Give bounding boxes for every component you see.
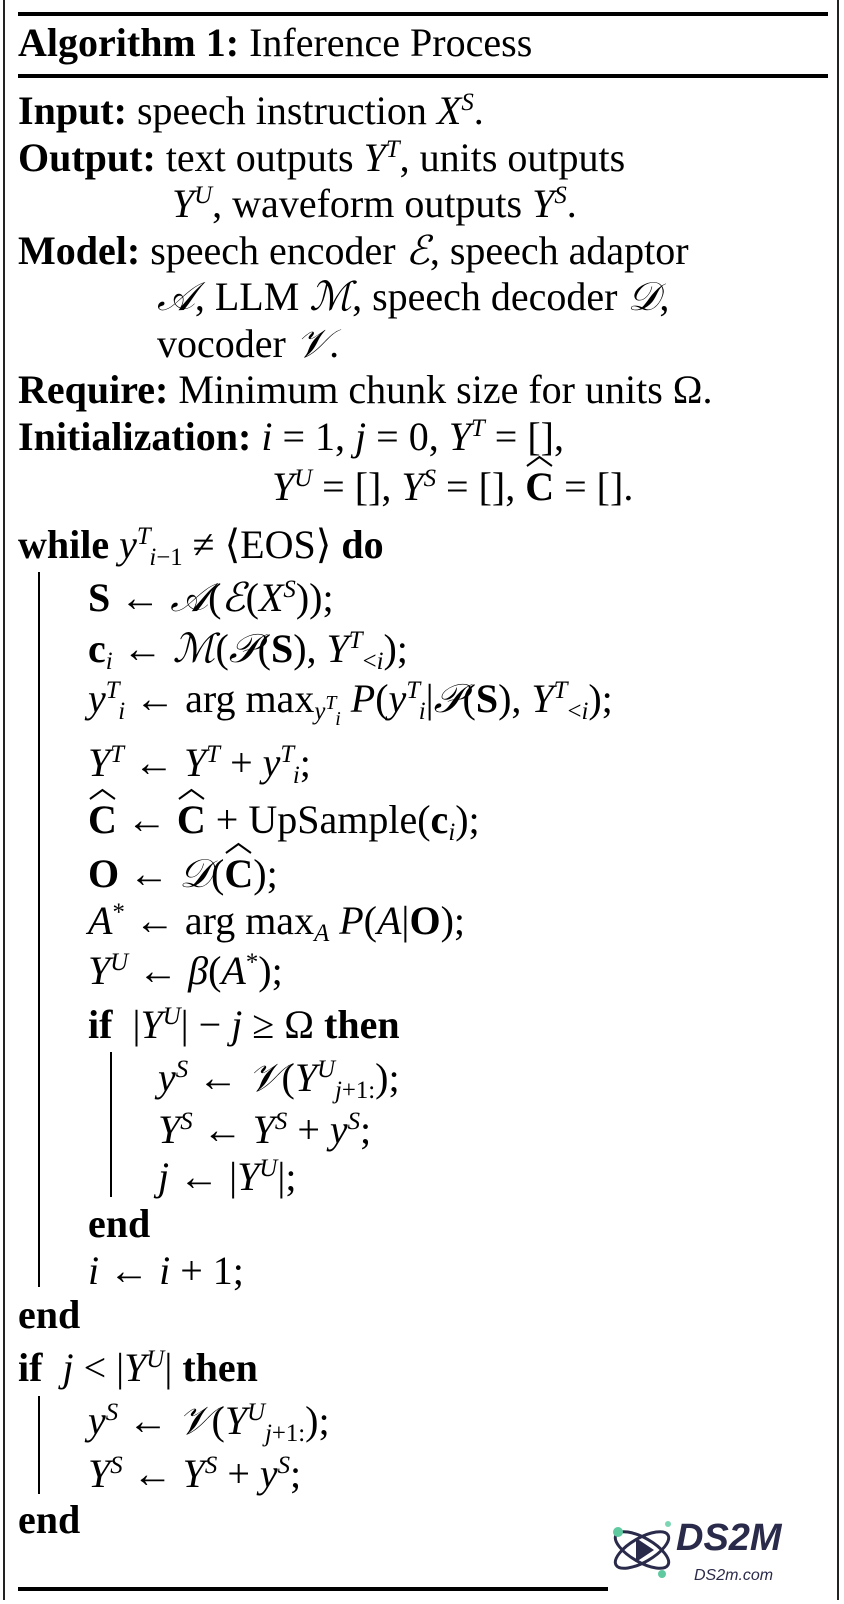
do-keyword: do — [341, 522, 384, 567]
final-step-ys: $y^S$ ← $𝒱(Y^U_{j+1:})$; — [88, 1398, 330, 1448]
step-o: O ← 𝒟(C ); — [88, 851, 278, 897]
while-block-bar — [38, 572, 40, 1287]
inner-if-block-bar — [110, 1052, 112, 1197]
output-text-3: , waveform outputs — [212, 181, 523, 226]
step-ys: $y^S$ ← $𝒱(Y^U_{j+1:})$; — [158, 1055, 400, 1105]
init-label: Initialization: — [18, 414, 252, 459]
argmax-op-2: arg max — [184, 898, 315, 943]
step-yu: $Y^U$ ← β(A*); — [88, 948, 283, 993]
ds2m-watermark — [602, 1498, 824, 1596]
model-label: Model: — [18, 228, 141, 273]
while-end-line — [18, 1292, 80, 1338]
algorithm-title: Inference Process — [249, 20, 533, 65]
inner-if-line: if $|Y^U| - j \ge \Omega$ then — [88, 1002, 400, 1047]
model-line: Model: speech encoder ℰ, speech adaptor — [18, 228, 689, 274]
input-label: Input: — [18, 88, 127, 133]
output-line: Output: text outputs $Y^T$, units outputs — [18, 135, 626, 180]
then-keyword: then — [324, 1002, 400, 1047]
require-label: Require: — [18, 367, 169, 412]
bottom-rule — [18, 1587, 608, 1591]
final-if-block-bar — [38, 1396, 40, 1494]
step-ys-accum: $Y^S$ ← $Y^S + y^S$; — [158, 1107, 372, 1152]
step-y: $y^T_i$ ← arg $\max_{y^T_i}$ $P(y^T_i|𝒫(S)$, $Y^T_{<i}$); — [88, 676, 613, 731]
header-rule — [18, 74, 828, 78]
step-s: S ← $𝒜(ℰ(X^S))$; — [88, 575, 334, 621]
end-keyword-while: end — [18, 1292, 81, 1337]
final-if-line: if $j < |Y^U|$ then — [18, 1345, 258, 1390]
model-text-1: speech encoder — [150, 228, 396, 273]
eos-token: EOS — [240, 522, 316, 567]
end-keyword-final: end — [18, 1497, 81, 1542]
algorithm-label: Algorithm 1: — [18, 20, 240, 65]
watermark-brand: DS2M — [676, 1517, 782, 1559]
step-j: j ← $|Y^U|$; — [158, 1154, 297, 1199]
end-keyword-inner: end — [88, 1201, 151, 1246]
init-line-2: $Y^U$ = [], $Y^S$ = [], C = []. — [272, 464, 633, 510]
if-keyword: if — [88, 1002, 113, 1047]
input-line: Input: speech instruction $X^S$. — [18, 88, 484, 133]
step-chat: C ← C + $UpSample(c_i)$; — [88, 797, 480, 843]
while-line: while $y^T_{i-1}$ ≠ ⟨EOS⟩ do — [18, 522, 384, 572]
top-rule — [18, 12, 828, 16]
atom-logo-icon — [610, 1521, 674, 1578]
upsample-op: UpSample — [248, 797, 418, 842]
output-line-2: $Y^U$, waveform outputs $Y^S$. — [172, 181, 577, 226]
model-text-2: , speech adaptor — [429, 228, 689, 273]
model-text-4: , speech decoder — [352, 274, 618, 319]
model-text-3: , LLM — [194, 274, 300, 319]
step-i: i ← i + 1; — [88, 1248, 244, 1293]
algorithm-header — [18, 20, 532, 66]
output-label: Output: — [18, 135, 156, 180]
model-text-5: vocoder — [157, 321, 286, 366]
require-text: Minimum chunk size for units Ω. — [178, 367, 713, 412]
final-step-ys-accum: $Y^S$ ← $Y^S + y^S$; — [88, 1451, 302, 1496]
step-a: A* ← arg $\max_A P(A|O)$; — [88, 898, 465, 948]
step-yt: $Y^T$ ← $Y^T + y^T_i$; — [88, 740, 311, 790]
step-c: $c_i$ ← ℳ(𝒫(S), $Y^T_{<i}$); — [88, 626, 408, 676]
while-keyword: while — [18, 522, 110, 567]
output-text-2: , units outputs — [399, 135, 626, 180]
if-keyword-final: if — [18, 1345, 43, 1390]
init-line: Initialization: i = 1, j = 0, $Y^T$ = [], — [18, 414, 564, 459]
watermark-domain: DS2m.com — [694, 1567, 774, 1584]
final-end-line — [18, 1497, 80, 1543]
inner-end-line — [88, 1201, 150, 1247]
input-text: speech instruction — [136, 88, 427, 133]
require-line — [18, 367, 712, 413]
model-line-3: vocoder 𝒱. — [157, 321, 340, 367]
then-keyword-final: then — [182, 1345, 258, 1390]
model-line-2: 𝒜, LLM ℳ, speech decoder 𝒟, — [157, 274, 670, 320]
output-text-1: text outputs — [165, 135, 354, 180]
argmax-op: arg max — [185, 676, 315, 721]
